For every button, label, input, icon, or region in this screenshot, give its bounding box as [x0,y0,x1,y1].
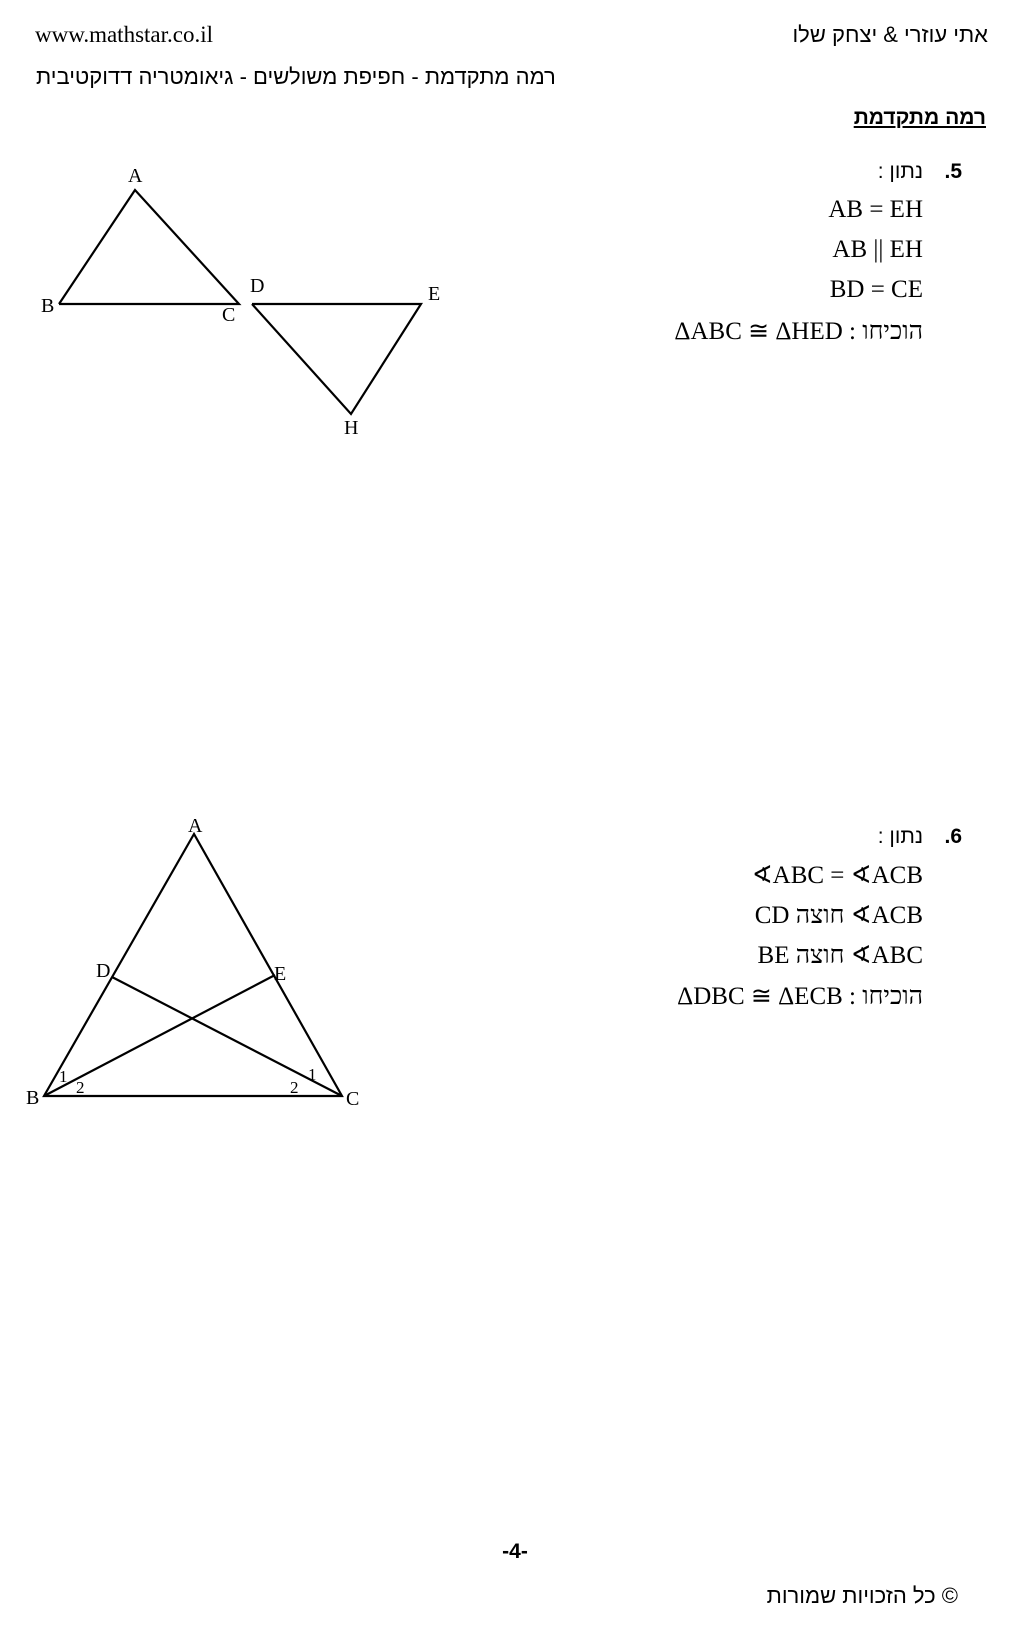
label-d: D [250,275,265,297]
label-a: A [188,815,203,837]
question-5-statement-3: BD = CE [829,276,923,303]
question-5-statement-1: AB = EH [828,196,923,223]
label-c: C [346,1088,360,1110]
question-6-statement-2: CD חוצה ∢ACB [754,902,923,929]
question-6-statement-3: BE חוצה ∢ABC [757,942,923,969]
label-h: H [344,417,359,439]
question-5-number: .5 [944,160,962,183]
angle-b1-label: 1 [59,1067,68,1086]
question-6-given-label: נתון : [877,825,923,848]
label-c: C [222,304,236,326]
page-number: -4- [502,1540,528,1563]
triangle-abc [59,190,239,304]
angle-c1-label: 1 [308,1065,317,1084]
question-6-number: .6 [944,825,962,848]
question-5-prove: הוכיחו : ΔABC ≅ ΔHED [674,318,923,345]
angle-c2-label: 2 [290,1078,299,1097]
copyright-footer: © כל הזכויות שמורות [766,1583,958,1608]
question-5-statement-2: AB || EH [832,236,923,263]
label-d: D [96,960,111,982]
question-6-prove: הוכיחו : ΔDBC ≅ ΔECB [677,983,923,1010]
label-b: B [41,295,55,317]
label-a: A [128,165,143,187]
question-5-figure [0,140,480,450]
question-6-figure [0,805,400,1125]
question-5-given-label: נתון : [877,160,923,183]
label-b: B [26,1087,40,1109]
website-url: www.mathstar.co.il [35,22,214,47]
angle-b2-label: 2 [76,1078,85,1097]
label-e: E [274,963,287,985]
level-heading: רמה מתקדמת [853,106,986,129]
triangle-dhe [252,304,421,414]
label-e: E [428,283,441,305]
triangle-abc [44,834,342,1096]
question-6-statement-1: ∢ABC = ∢ACB [751,862,923,889]
page-subtitle: רמה מתקדמת - חפיפת משולשים - גיאומטריה דדוקטיבית [36,64,556,89]
authors: אתי עוזרי & יצחק שלו [792,22,988,47]
